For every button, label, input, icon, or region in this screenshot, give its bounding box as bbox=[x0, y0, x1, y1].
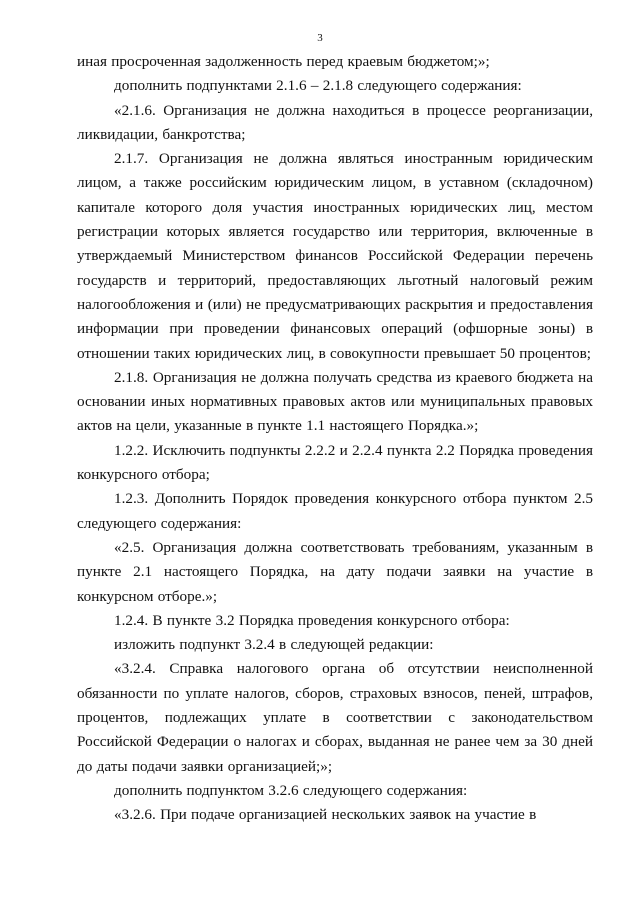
paragraph-2-1-8: 2.1.8. Организация не должна получать средства из краевого бюджета на основании иных нормативных правовых актов или муниципальных правовых актов на цели, указанные в пункте 1.1 настоящего Порядка.»; bbox=[77, 368, 593, 435]
paragraph-add-subitems-2-1-6-to-2-1-8: дополнить подпунктами 2.1.6 – 2.1.8 следующего содержания: bbox=[114, 77, 522, 95]
document-body bbox=[77, 50, 593, 828]
paragraph-1-2-4: 1.2.4. В пункте 3.2 Порядка проведения конкурсного отбора: bbox=[114, 611, 510, 629]
page-number: 3 bbox=[317, 32, 323, 44]
paragraph-3-2-6: «3.2.6. При подаче организацией нескольких заявок на участие в bbox=[114, 806, 537, 824]
paragraph-2-1-6: «2.1.6. Организация не должна находиться в процессе реорганизации, ликвидации, банкротства; bbox=[77, 101, 593, 143]
paragraph-1-2-3: 1.2.3. Дополнить Порядок проведения конкурсного отбора пунктом 2.5 следующего содержания: bbox=[77, 490, 593, 532]
paragraph-2-5: «2.5. Организация должна соответствовать требованиям, указанным в пункте 2.1 настоящего Порядка, на дату подачи заявки на участие в конкурсном отборе.»; bbox=[77, 538, 593, 605]
paragraph-3-2-4: «3.2.4. Справка налогового органа об отсутствии неисполненной обязанности по уплате налогов, сборов, страховых взносов, пеней, штрафов, процентов, подлежащих уплате в соответствии с законодательством Российской Федерации о налогах и сборах, выданная не ранее чем за 30 дней до даты подачи заявки организацией;»; bbox=[77, 660, 593, 775]
paragraph-add-subitem-3-2-6: дополнить подпунктом 3.2.6 следующего содержания: bbox=[114, 781, 468, 799]
paragraph-1-2-2: 1.2.2. Исключить подпункты 2.2.2 и 2.2.4 пункта 2.2 Порядка проведения конкурсного отбора; bbox=[77, 441, 593, 484]
paragraph-2-1-7: 2.1.7. Организация не должна являться иностранным юридическим лицом, а также российским юридическим лицом, в уставном (складочном) капитале которого доля участия иностранных юридических лиц, местом регистрации которых является государство или территория, включенные в утверждаемый Министерством финансов Российской Федерации перечень государств и территорий, предоставляющих льготный налоговый режим налогообложения и (или) не предусматривающих раскрытия и предоставления информации при проведении финансовых операций (офшорные зоны) в отношении таких юридических лиц, в совокупности превышает 50 процентов; bbox=[77, 150, 593, 362]
paragraph-restate-3-2-4: изложить подпункт 3.2.4 в следующей редакции: bbox=[114, 636, 434, 654]
paragraph-continuation: иная просроченная задолженность перед краевым бюджетом;»; bbox=[77, 53, 490, 70]
